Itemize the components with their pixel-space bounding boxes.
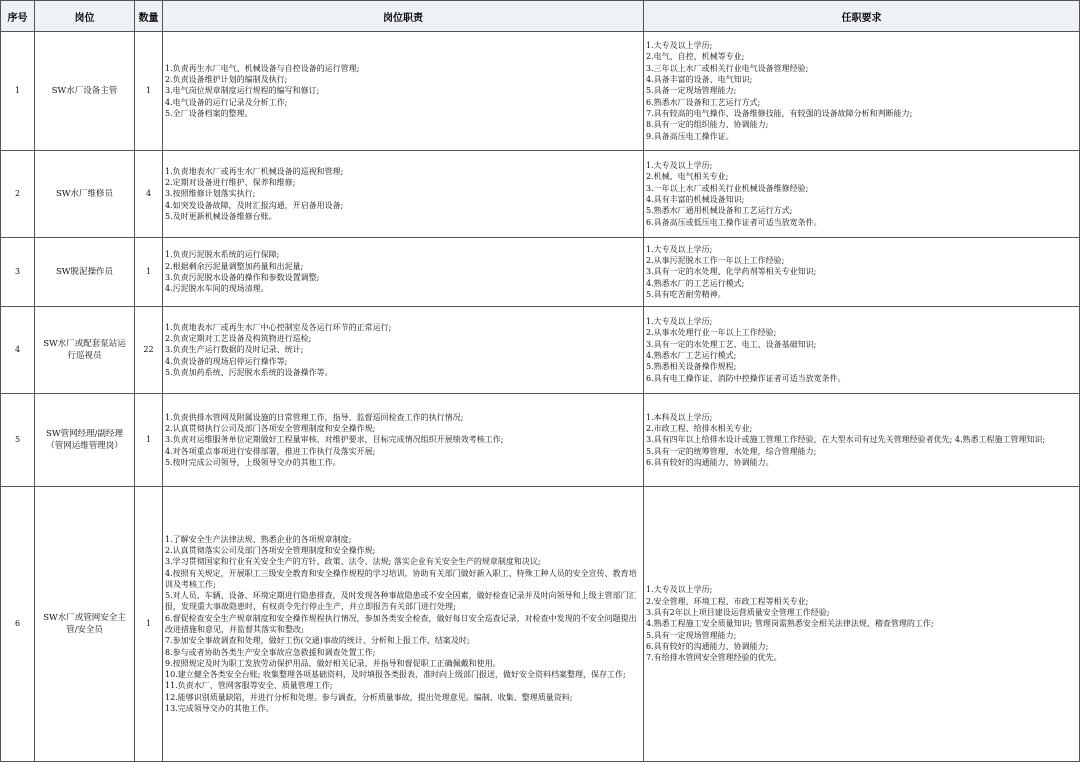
duty-line: 3.负责生产运行数据的及时记录、统计;: [165, 345, 304, 355]
row-seq: 3: [1, 238, 35, 307]
requirement-line: 2.安全管理、环境工程、市政工程等相关专业;: [646, 596, 809, 606]
duty-line: 2.负责定期对工艺设备及构筑物进行巡检;: [165, 334, 312, 344]
table-row: [1, 487, 1080, 762]
requirement-line: 6.熟悉水厂设备和工艺运行方式;: [646, 97, 761, 107]
duty-line: 1.负责污泥脱水系统的运行保障;: [165, 250, 280, 260]
duty-line: 3.负责污泥脱水设备的操作和参数设置调整;: [165, 273, 320, 282]
row-count: 4: [135, 151, 163, 238]
duty-line: 2.负责设备维护计划的编制及执行;: [165, 75, 288, 85]
requirement-line: 6.具有电工操作证、消防中控操作证者可适当放宽条件。: [646, 373, 846, 383]
row-requirements: [644, 487, 1080, 762]
duty-line: 1.负责地表水厂或再生水厂机械设备的巡视和管理;: [165, 166, 344, 176]
requirement-line: 3.具有一定的水处理、化学药剂等相关专业知识;: [646, 267, 817, 277]
duty-line: 12.能够识别质量缺陷，并进行分析和处理。参与调查，分析质量事故，提出处理意见。编制、收集、整理质量资料;: [165, 692, 573, 702]
row-seq: 5: [1, 394, 35, 487]
duty-line: 2.定期对设备进行维护、保养和维修;: [165, 178, 296, 188]
row-count: 1: [135, 238, 163, 307]
requirement-line: 4.熟悉工程施工安全质量知识; 管理岗需熟悉安全相关法律法规、稽查管理的工作;: [646, 619, 934, 629]
requirement-line: 3.具有2年以上项目建设运营质量安全管理工作经验;: [646, 608, 830, 618]
requirement-line: 5.熟悉水厂通用机械设备和工艺运行方式;: [646, 206, 793, 216]
requirement-line: 4.具备丰富的设备、电气知识;: [646, 75, 753, 85]
header-count: 数量: [135, 1, 163, 32]
table-row: [1, 151, 1080, 238]
requirement-line: 6.具有较好的沟通能力、协调能力。: [646, 457, 774, 467]
table-row: [1, 32, 1080, 151]
row-seq: 6: [1, 487, 35, 762]
duty-line: 5.全厂设备档案的整理。: [165, 108, 253, 118]
duty-line: 1.负责再生水厂电气、机械设备与自控设备的运行管理;: [165, 63, 360, 73]
duty-line: 11.负责水厂、管网客服等安全、质量管理工作;: [165, 681, 333, 691]
header-requirements: 任职要求: [644, 1, 1080, 32]
duty-line: 10.建立健全各类安全台账; 收集整理各项基础资料，及时填报各类报表，准时向上级部门报送，做好安全资料档案整理，保存工作;: [165, 670, 626, 680]
row-position: SW脱泥操作员: [35, 238, 135, 307]
row-requirements: [644, 394, 1080, 487]
requirement-line: 3.具有一定的水处理工艺、电工、设备基础知识;: [646, 339, 817, 349]
header-seq: 序号: [1, 1, 35, 32]
requirement-line: 7.具有较高的电气操作、设备维修技能，有较强的设备故障分析和判断能力;: [646, 108, 913, 118]
duty-line: 2.认真贯彻落实公司及部门各项安全管理制度和安全操作规;: [165, 545, 376, 555]
row-count: 22: [135, 307, 163, 394]
requirement-line: 5.具有吃苦耐劳精神。: [646, 289, 726, 299]
requirement-line: 4.熟悉水厂的工艺运行模式;: [646, 278, 745, 288]
row-seq: 2: [1, 151, 35, 238]
table-row: [1, 394, 1080, 487]
requirement-line: 2.从事污泥脱水工作一年以上工作经验;: [646, 256, 785, 266]
requirement-line: 7.有给排水管网安全管理经验的优先。: [646, 653, 782, 663]
duty-line: 4.负责设备的现场启停运行操作等;: [165, 356, 288, 366]
row-duties: [163, 238, 644, 307]
requirement-line: 8.具有一定的组织能力、协调能力;: [646, 120, 769, 130]
row-duties: [163, 151, 644, 238]
duty-line: 5.对人员、车辆、设备、环境定期进行隐患排查，及时发现各种事故隐患或不安全因素，做好检查记录并及时向领导和上级主管部门汇报，发现重大事故隐患时，有权责令先行停止生产，并立即报告有关部门进行处理;: [165, 591, 637, 612]
row-requirements: [644, 151, 1080, 238]
requirement-line: 5.熟悉相关设备操作规程;: [646, 362, 737, 372]
row-position: SW水厂或配套泵站运行巡视员: [35, 307, 135, 394]
requirement-line: 1.本科及以上学历;: [646, 412, 713, 422]
requirement-line: 6.具备高压或低压电工操作证者可适当放宽条件。: [646, 217, 822, 227]
row-seq: 1: [1, 32, 35, 151]
row-seq: 4: [1, 307, 35, 394]
requirement-line: 2.机械、电气相关专业;: [646, 172, 729, 182]
row-position: SW管网经理/副经理（管网运维管理岗）: [35, 394, 135, 487]
header-position: 岗位: [35, 1, 135, 32]
requirement-line: 3.具有四年以上给排水设计或施工管理工作经验，在大型水司有过先关管理经验者优先; 4.熟悉工程施工管理知识;: [646, 435, 1046, 445]
requirement-line: 5.具有一定的统筹管理、水处理，综合管理能力;: [646, 446, 817, 456]
requirement-line: 5.具备一定现场管理能力;: [646, 86, 737, 96]
duty-line: 2.根据剩余污泥量调整加药量和出泥量;: [165, 261, 304, 271]
table-row: [1, 238, 1080, 307]
row-requirements: [644, 32, 1080, 151]
requirement-line: 2.电气、自控、机械等专业;: [646, 52, 745, 62]
requirement-line: 3.三年以上水厂或相关行业电气设备管理经验;: [646, 63, 809, 73]
duty-line: 1.负责供排水管网及附属设施的日常管理工作，指导、监督巡回检查工作的执行情况;: [165, 412, 464, 422]
duty-line: 9.按照规定及时为职工发放劳动保护用品，做好相关记录，并指导和督促职工正确佩戴和使用。: [165, 658, 501, 668]
row-duties: [163, 487, 644, 762]
requirement-line: 6.具有较好的沟通能力、协调能力;: [646, 641, 769, 651]
row-duties: [163, 307, 644, 394]
table-row: [1, 307, 1080, 394]
duty-line: 5.负责加药系统、污泥脱水系统的设备操作等。: [165, 367, 333, 377]
duty-line: 1.负责地表水厂或再生水厂中心控制室及各运行环节的正常运行;: [165, 322, 392, 332]
duty-line: 4.电气设备的运行记录及分析工作;: [165, 97, 288, 107]
row-duties: [163, 394, 644, 487]
duty-line: 13.完成领导交办的其他工作。: [165, 704, 274, 714]
requirement-line: 4.具有丰富的机械设备知识;: [646, 195, 745, 204]
requirement-line: 5.具有一定现场管理能力;: [646, 630, 737, 640]
requirement-line: 1.大专及以上学历;: [646, 585, 713, 595]
row-duties: [163, 32, 644, 151]
duty-line: 1.了解安全生产法律法规、熟悉企业的各项规章制度;: [165, 534, 352, 544]
row-count: 1: [135, 487, 163, 762]
duty-line: 6.督促检查安全生产规章制度和安全操作规程执行情况，参加各类安全检查，做好每日安全巡查记录，对检查中发现的不安全问题提出改进措施和意见，并监督其落实和整改;: [165, 613, 637, 634]
duty-line: 3.电气岗位规章制度运行规程的编写和修订;: [165, 86, 320, 96]
row-count: 1: [135, 32, 163, 151]
requirement-line: 1.大专及以上学历;: [646, 244, 713, 254]
requirement-line: 3.一年以上水厂或相关行业机械设备维修经验;: [646, 183, 809, 193]
header-row: [1, 1, 1080, 32]
duty-line: 4.对各项重点事项进行安排部署，推进工作执行及落实开展;: [165, 446, 376, 456]
duty-line: 3.学习贯彻国家和行业有关安全生产的方针、政策、法令、法规; 落实企业有关安全生产的规章制度和决议;: [165, 557, 541, 567]
row-count: 1: [135, 394, 163, 487]
duty-line: 4.按照有关规定，开展职工三级安全教育和安全操作规程的学习培训，协助有关部门做好新入职工、特殊工种人员的安全宣传、教育培训及考核工作;: [165, 568, 637, 589]
requirement-line: 1.大专及以上学历;: [646, 41, 713, 51]
requirement-line: 1.大专及以上学历;: [646, 161, 713, 171]
duty-line: 7.参加安全事故调查和处理，做好工伤(交通)事故的统计、分析和上报工作，结案及时;: [165, 636, 470, 646]
row-position: SW水厂设备主管: [35, 32, 135, 151]
header-duties: 岗位职责: [163, 1, 644, 32]
duty-line: 5.按时完成公司领导，上级领导交办的其他工作。: [165, 457, 341, 467]
requirement-line: 4.熟悉水厂工艺运行模式;: [646, 351, 737, 360]
duty-line: 4.污泥脱水车间的现场清理。: [165, 284, 269, 294]
duty-line: 8.参与或者协助各类生产安全事故应急救援和调查处置工作;: [165, 647, 376, 657]
duty-line: 3.负责对运维服务单位定期做好工程量审核、对维护要求，目标完成情况组织开展绩效考核工作;: [165, 435, 504, 445]
requirement-line: 2.从事水处理行业一年以上工作经验;: [646, 328, 777, 338]
row-requirements: [644, 307, 1080, 394]
duty-line: 5.及时更新机械设备维修台账。: [165, 211, 277, 221]
requirement-line: 1.大专及以上学历;: [646, 317, 713, 327]
row-position: SW水厂维修员: [35, 151, 135, 238]
row-position: SW水厂或管网安全主管/安全员: [35, 487, 135, 762]
row-requirements: [644, 238, 1080, 307]
duty-line: 3.按照维修计划落实执行;: [165, 189, 256, 199]
duty-line: 4.如突发设备故障，及时汇报沟通，开启备用设备;: [165, 200, 344, 210]
duty-line: 2.认真贯彻执行公司及部门各项安全管理制度和安全操作规;: [165, 424, 376, 434]
requirement-line: 9.具备高压电工操作证。: [646, 131, 734, 141]
requirement-line: 2.市政工程、给排水相关专业;: [646, 424, 753, 434]
